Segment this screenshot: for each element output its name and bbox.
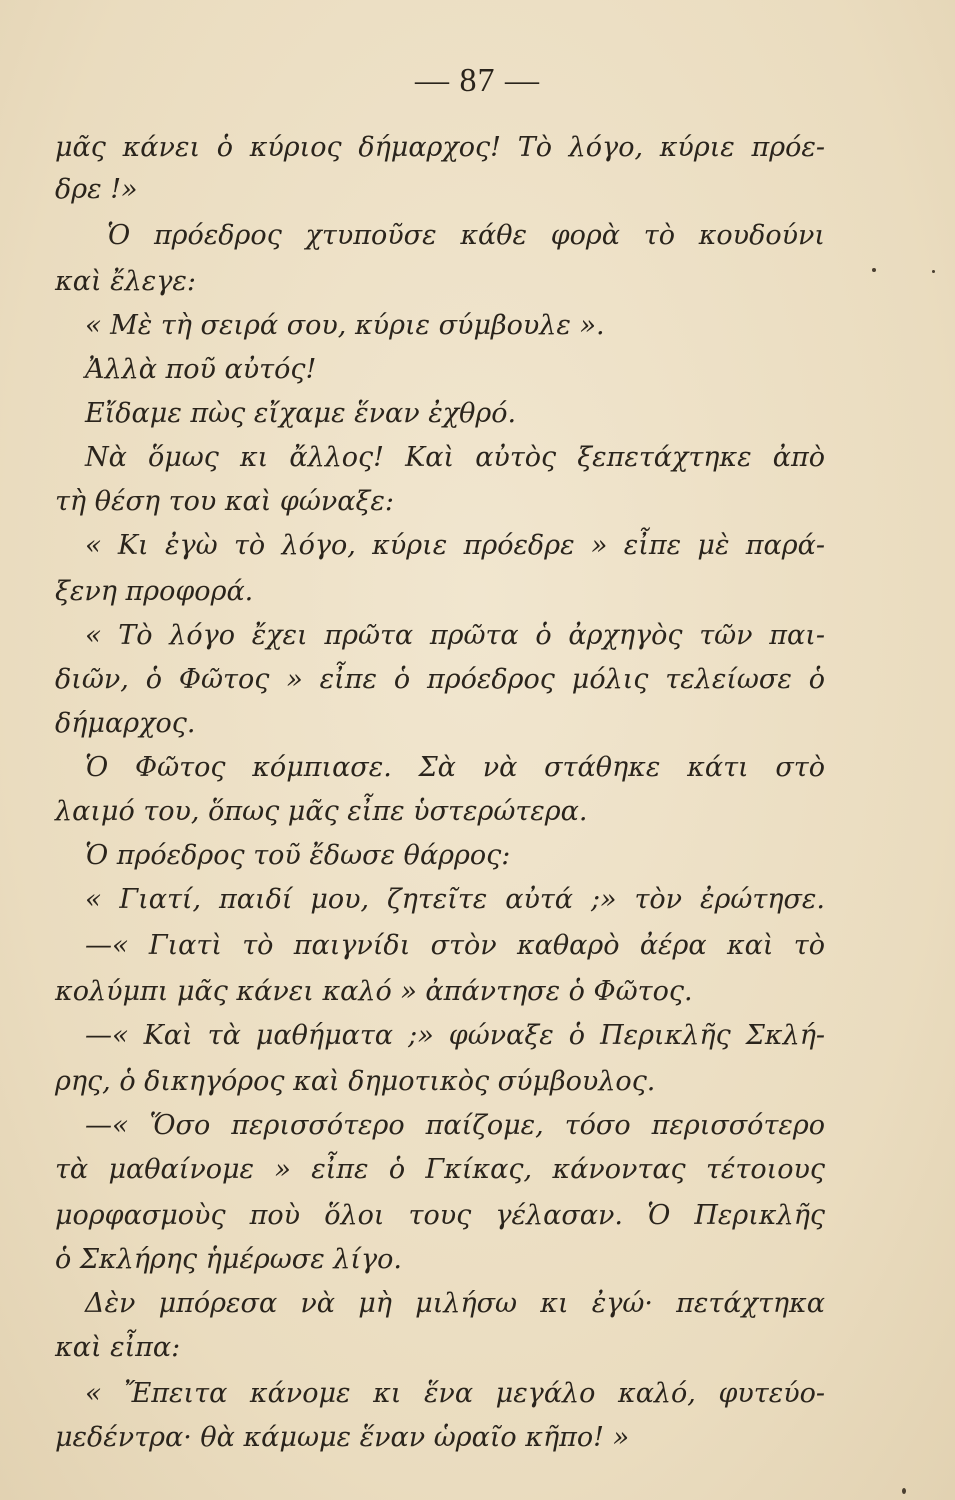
text-line: Εἴδαμε πὼς εἴχαμε ἕναν ἐχθρό. [85,398,517,429]
text-line: μᾶς κάνει ὁ κύριος δήμαρχος! Τὸ λόγο, κύριε πρόε- [55,132,825,163]
text-line: Ὁ Φῶτος κόμπιασε. Σὰ νὰ στάθηκε κάτι στὸ [85,752,825,783]
text-line: ρης, ὁ δικηγόρος καὶ δημοτικὸς σύμβουλος. [55,1066,656,1097]
text-line: « Μὲ τὴ σειρά σου, κύριε σύμβουλε ». [85,310,605,341]
text-line: Ἀλλὰ ποῦ αὐτός! [85,354,317,385]
text-line: κολύμπι μᾶς κάνει καλό » ἀπάντησε ὁ Φῶτος. [55,976,693,1007]
text-line: « Γιατί, παιδί μου, ζητεῖτε αὐτά ;» τὸν ἐρώτησε. [85,884,825,915]
text-line: « Κι ἐγὼ τὸ λόγο, κύριε πρόεδρε » εἶπε μὲ παρά- [85,530,825,561]
text-line: καὶ εἶπα: [55,1332,181,1363]
page-number: — 87 — [415,62,540,99]
text-line: « Ἔπειτα κάνομε κι ἕνα μεγάλο καλό, φυτεύο- [85,1378,825,1409]
paper-speck [872,268,876,272]
paper-speck [932,270,935,273]
text-line: Νὰ ὅμως κι ἄλλος! Καὶ αὐτὸς ξεπετάχτηκε ἀπὸ [85,442,825,473]
text-line: καὶ ἔλεγε: [55,266,196,297]
text-line: δρε !» [55,174,138,205]
text-line: —« Καὶ τὰ μαθήματα ;» φώναξε ὁ Περικλῆς Σκλή- [85,1020,825,1051]
text-line: δήμαρχος. [55,708,196,739]
text-line: ὁ Σκλήρης ἡμέρωσε λίγο. [55,1244,402,1275]
text-line: τὰ μαθαίνομε » εἶπε ὁ Γκίκας, κάνοντας τέτοιους [55,1154,825,1185]
text-line: μεδέντρα· θὰ κάμωμε ἕναν ὡραῖο κῆπο! » [55,1422,630,1453]
text-line: ξενη προφορά. [55,576,254,607]
text-line: Δὲν μπόρεσα νὰ μὴ μιλήσω κι ἐγώ· πετάχτηκα [85,1288,825,1319]
text-line: διῶν, ὁ Φῶτος » εἶπε ὁ πρόεδρος μόλις τελείωσε ὁ [55,664,825,695]
text-line: « Τὸ λόγο ἔχει πρῶτα πρῶτα ὁ ἀρχηγὸς τῶν παι- [85,620,825,651]
text-line: Ὁ πρόεδρος τοῦ ἔδωσε θάρρος: [85,840,511,871]
text-line: Ὁ πρόεδρος χτυποῦσε κάθε φορὰ τὸ κουδούνι [107,220,825,251]
text-line: —« Γιατὶ τὸ παιγνίδι στὸν καθαρὸ ἀέρα καὶ τὸ [85,930,825,961]
paper-speck [902,1488,906,1494]
text-line: μορφασμοὺς ποὺ ὅλοι τους γέλασαν. Ὁ Περικλῆς [55,1200,825,1231]
text-line: —« Ὅσο περισσότερο παίζομε, τόσο περισσότερο [85,1110,825,1141]
text-line: λαιμό του, ὅπως μᾶς εἶπε ὑστερώτερα. [55,796,588,827]
text-line: τὴ θέση του καὶ φώναξε: [55,486,394,517]
